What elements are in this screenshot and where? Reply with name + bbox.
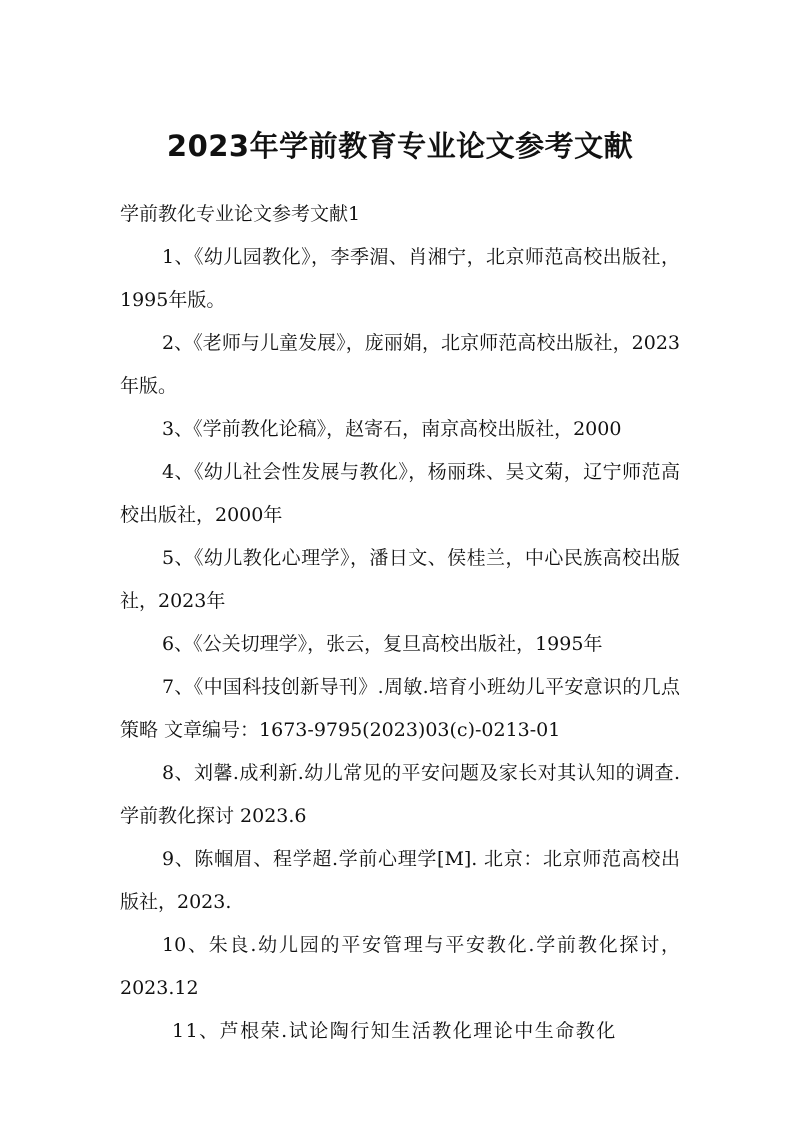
- reference-item: 7、《中国科技创新导刊》.周敏.培育小班幼儿平安意识的几点策略 文章编号：1673-9795(2023)03(c)-0213-01: [120, 676, 680, 741]
- document-title: 2023年学前教育专业论文参考文献: [166, 129, 634, 163]
- document-body: [120, 193, 680, 1053]
- reference-item: 9、陈帼眉、程学超.学前心理学[M]. 北京：北京师范高校出版社，2023.: [120, 848, 680, 913]
- reference-item: 11、芦根荣.试论陶行知生活教化理论中生命教化: [172, 1020, 617, 1042]
- reference-item: 4、《幼儿社会性发展与教化》，杨丽珠、吴文菊，辽宁师范高校出版社，2000年: [120, 461, 680, 526]
- reference-item: 1、《幼儿园教化》，李季湄、肖湘宁，北京师范高校出版社，1995年版。: [120, 246, 680, 311]
- reference-item: 2、《老师与儿童发展》，庞丽娟，北京师范高校出版社，2023年版。: [120, 332, 680, 397]
- reference-item: 3、《学前教化论稿》，赵寄石，南京高校出版社，2000: [162, 418, 622, 440]
- reference-item: 6、《公关切理学》，张云，复旦高校出版社，1995年: [162, 633, 603, 655]
- reference-item: 8、刘馨.成利新.幼儿常见的平安问题及家长对其认知的调查.学前教化探讨 2023.6: [120, 762, 680, 827]
- reference-item: 10、朱良.幼儿园的平安管理与平安教化.学前教化探讨，2023.12: [120, 934, 680, 999]
- section-heading: 学前教化专业论文参考文献1: [120, 203, 361, 225]
- reference-item: 5、《幼儿教化心理学》，潘日文、侯桂兰，中心民族高校出版社，2023年: [120, 547, 680, 612]
